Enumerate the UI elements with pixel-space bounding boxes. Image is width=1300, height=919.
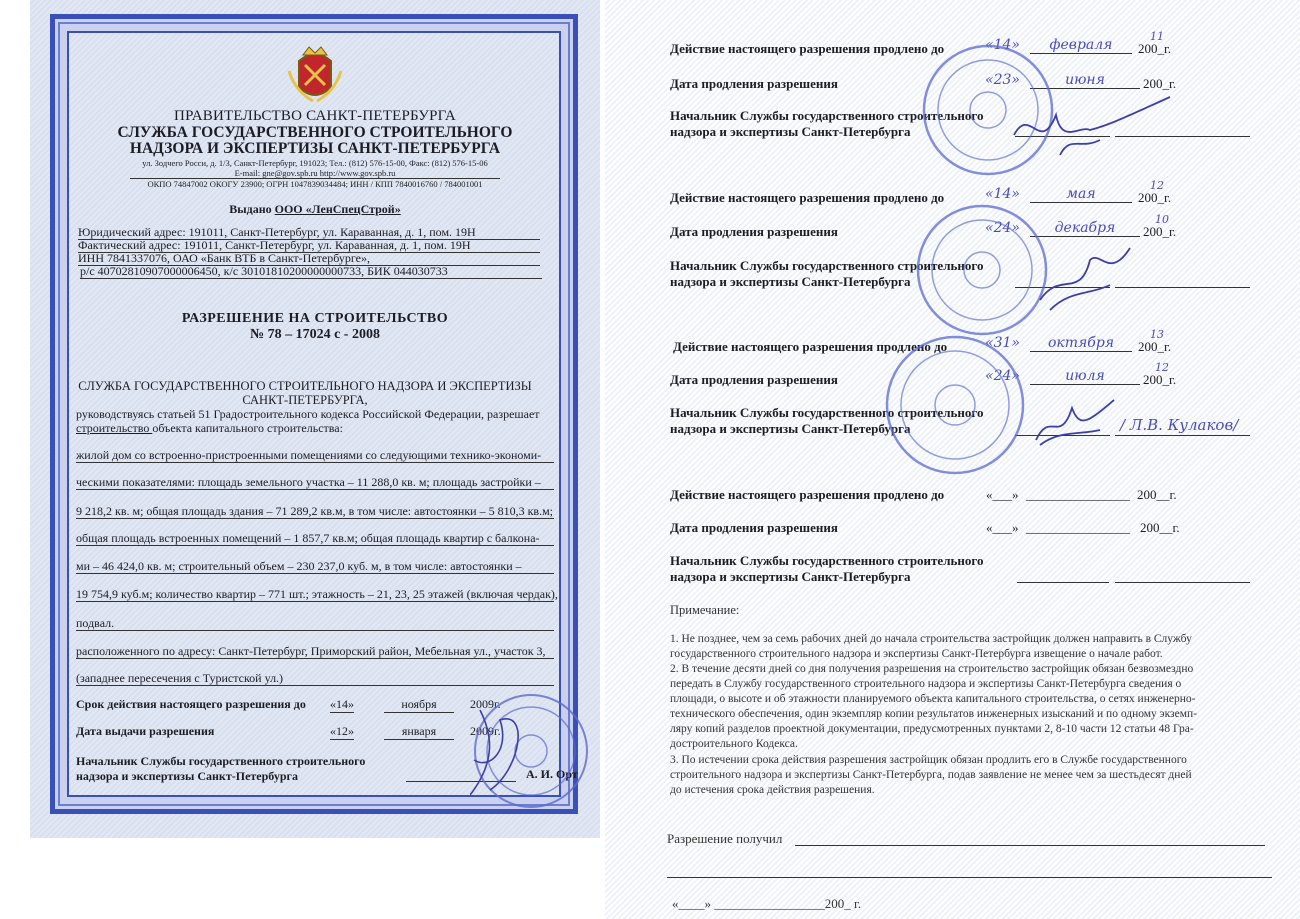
issue-date-label: Дата выдачи разрешения — [76, 724, 215, 738]
date-year-4: 200__г. — [1140, 520, 1180, 535]
date-year-3: 200_г. — [1143, 372, 1177, 387]
object-text: объекта капитального строительства: — [152, 421, 343, 435]
legal-address: Юридический адрес: 191011, Санкт-Петербург, ул. Караванная, д. 1, пом. 19Н — [78, 226, 540, 240]
issued-company: ООО «ЛенСпецСтрой» — [274, 202, 401, 216]
date-label-1: Дата продления разрешения — [670, 76, 838, 91]
signature-line-4a — [1017, 582, 1109, 583]
permit-number: № 78 – 17024 с - 2008 — [250, 327, 380, 342]
date-year-2: 200_г. — [1143, 224, 1177, 239]
date-year-1: 200_г. — [1143, 76, 1177, 91]
chief-line1-1: Начальник Службы государственного строительного — [670, 108, 984, 123]
extension-day-4: «___» — [986, 487, 1019, 502]
extension-label-3: Действие настоящего разрешения продлено до — [673, 339, 948, 354]
issuer-line2: САНКТ-ПЕТЕРБУРГА, — [242, 393, 368, 407]
seal-3-icon — [880, 330, 1030, 480]
received-date: «____» _________________200_ г. — [672, 896, 862, 911]
permit-front-page — [30, 0, 600, 838]
service-codes: ОКПО 74847002 ОКОГУ 23900; ОГРН 1047839034484; ИНН / КПП 7840016760 / 784001001 — [130, 178, 500, 189]
extension-month-3: октября — [1030, 335, 1132, 352]
note-line-9: 3. По истечении срока действия разрешения застройщик обязан продлить его в Службе государственного — [670, 754, 1187, 766]
date-month-2: декабря — [1030, 220, 1140, 237]
note-line-4: передать в Службу государственного строительного надзора и экспертизы Санкт-Петербурга сведения о — [670, 678, 1182, 690]
validity-month: ноября — [384, 697, 454, 713]
signature-2-icon — [1030, 240, 1140, 315]
official-seal-icon — [470, 690, 592, 812]
chief-line1-2: Начальник Службы государственного строительного — [670, 258, 984, 273]
extension-year-hand-2: 12 — [1150, 179, 1164, 192]
service-name-line1: СЛУЖБА ГОСУДАРСТВЕННОГО СТРОИТЕЛЬНОГО — [117, 124, 513, 141]
actual-address: Фактический адрес: 191011, Санкт-Петербург, ул. Караванная, д. 1, пом. 19Н — [78, 239, 540, 253]
service-contacts-2: E-mail: gne@gov.spb.ru http://www.gov.spb.ru — [234, 168, 396, 178]
bank-accounts: р/с 40702810907000006450, к/с 30101810200000000733, БИК 044030733 — [80, 265, 542, 279]
note-line-8: достроительного Кодекса. — [670, 738, 798, 750]
service-name-line2: НАДЗОРА И ЭКСПЕРТИЗЫ САНКТ-ПЕТЕРБУРГА — [129, 140, 501, 157]
object-description-4: общая площадь встроенных помещений – 1 857,7 кв.м; общая площадь квартир с балкона- — [76, 532, 554, 546]
chief-line2-3: надзора и экспертизы Санкт-Петербурга — [670, 421, 911, 436]
object-location-2: (западнее пересечения с Туристской ул.) — [76, 672, 554, 686]
permit-title: РАЗРЕШЕНИЕ НА СТРОИТЕЛЬСТВО — [181, 311, 449, 326]
object-description-1: жилой дом со встроенно-пристроенными помещениями со следующими технико-экономи- — [76, 449, 554, 463]
extension-month-2: мая — [1030, 186, 1132, 203]
date-day-4: «___» — [986, 520, 1019, 535]
date-label-3: Дата продления разрешения — [670, 372, 838, 387]
date-year-hand-2: 10 — [1155, 213, 1169, 226]
extension-label-1: Действие настоящего разрешения продлено до — [670, 41, 945, 56]
note-line-1: 1. Не позднее, чем за семь рабочих дней до начала строительства застройщик должен направить в Службу — [670, 633, 1192, 645]
chief-line2-4: надзора и экспертизы Санкт-Петербурга — [670, 569, 911, 584]
chief-name: А. И. Орт — [526, 767, 578, 781]
extension-label-4: Действие настоящего разрешения продлено до — [670, 487, 945, 502]
note-title: Примечание: — [670, 603, 740, 617]
object-description-6: 19 754,9 куб.м; количество квартир – 771 шт.; этажность – 21, 23, 25 этажей (включая чердак), — [76, 587, 558, 601]
note-line-3: 2. В течение десяти дней со дня получения разрешения на строительство застройщик обязан безвозмездно — [670, 663, 1194, 675]
government-name: ПРАВИТЕЛЬСТВО САНКТ-ПЕТЕРБУРГА — [174, 108, 456, 124]
signature-3-icon — [1030, 390, 1120, 450]
permission-object — [76, 421, 343, 436]
date-month-1: июня — [1030, 72, 1140, 89]
date-month-3: июля — [1030, 368, 1140, 385]
extension-day-2: «14» — [985, 186, 1020, 202]
date-label-2: Дата продления разрешения — [670, 224, 838, 239]
issued-to — [30, 202, 600, 217]
chief-line2-2: надзора и экспертизы Санкт-Петербурга — [670, 274, 911, 289]
object-location-1: расположенного по адресу: Санкт-Петербург, Приморский район, Мебельная ул., участок 3, — [76, 645, 554, 659]
note-line-6: технического обеспечения, один экземпляр копии результатов инженерных изысканий и по одному экземп- — [670, 708, 1197, 720]
date-month-4: ________________ — [1026, 520, 1130, 535]
issue-day: «12» — [330, 724, 354, 738]
coat-of-arms-icon — [285, 41, 345, 105]
validity-day: «14» — [330, 697, 354, 711]
note-line-11: до истечения срока действия разрешения. — [670, 784, 875, 796]
issuer-line1: СЛУЖБА ГОСУДАРСТВЕННОГО СТРОИТЕЛЬНОГО НАДЗОРА И ЭКСПЕРТИЗЫ — [78, 379, 532, 393]
validity-label: Срок действия настоящего разрешения до — [76, 697, 306, 711]
extension-year-1: 200_г. — [1138, 41, 1172, 56]
service-contacts-1: ул. Зодчего Росси, д. 1/3, Санкт-Петербург, 191023; Тел.: (812) 576-15-00, Факс: (812) 576-15-06 — [142, 158, 488, 168]
extension-year-4: 200__г. — [1137, 487, 1177, 502]
date-day-1: «23» — [985, 72, 1020, 88]
signer-name-3: / Л.В. Кулаков/ — [1120, 416, 1239, 434]
extension-label-2: Действие настоящего разрешения продлено до — [670, 190, 945, 205]
extension-year-hand-1: 11 — [1150, 30, 1164, 43]
chief-title-line1: Начальник Службы государственного строительного — [76, 754, 366, 768]
construction-word: строительство — [76, 421, 153, 435]
object-description-2: ческими показателями: площадь земельного участка – 11 288,0 кв. м; площадь застройки – — [76, 476, 554, 490]
validity-year: 2009г. — [470, 697, 501, 711]
signature-line-3b — [1115, 435, 1250, 436]
chief-title-4 — [670, 553, 983, 585]
chief-title — [76, 754, 365, 784]
extension-year-2: 200_г. — [1138, 190, 1172, 205]
object-description-3: 9 218,2 кв. м; общая площадь здания – 71 289,2 кв.м, в том числе: автостоянки – 5 810,3 кв.м; — [76, 504, 554, 518]
signature-line-4b — [1115, 582, 1250, 583]
inn-bank: ИНН 7841337076, ОАО «Банк ВТБ в Санкт-Петербурге», — [78, 252, 540, 266]
legal-basis: руководствуясь статьей 51 Градостроительного кодекса Российской Федерации, разрешает — [76, 407, 540, 421]
extension-month-1: февраля — [1030, 37, 1132, 54]
date-year-hand-3: 12 — [1155, 361, 1169, 374]
received-label: Разрешение получил — [667, 831, 783, 846]
note-line-10: строительного надзора и экспертизы Санкт-Петербурга, подав заявление не менее чем за шестьдесят дней — [670, 769, 1192, 781]
extension-month-4: ________________ — [1026, 487, 1130, 502]
extension-day-1: «14» — [985, 37, 1020, 53]
issued-label: Выдано — [229, 202, 272, 216]
note-line-7: ляру копий разделов проектной документации, предусмотренных пунктами 2, 8-10 части 12 статьи 48 Гра- — [670, 723, 1194, 735]
date-label-4: Дата продления разрешения — [670, 520, 838, 535]
received-line-2 — [667, 877, 1272, 878]
object-description-7: подвал. — [76, 617, 554, 631]
chief-line2-1: надзора и экспертизы Санкт-Петербурга — [670, 124, 911, 139]
extension-day-3: «31» — [985, 335, 1020, 351]
signature-1-icon — [1010, 95, 1180, 165]
issue-month: января — [384, 724, 454, 740]
object-description-5: ми – 46 424,0 кв. м; строительный объем – 230 237,0 куб. м, в том числе: автостоянки – — [76, 560, 554, 574]
issue-year: 2009г. — [470, 724, 501, 738]
received-line — [795, 845, 1265, 846]
extension-year-hand-3: 13 — [1150, 328, 1164, 341]
chief-line1-3: Начальник Службы государственного строительного — [670, 405, 984, 420]
date-day-3: «24» — [985, 368, 1020, 384]
chief-line1-4: Начальник Службы государственного строительного — [670, 553, 984, 568]
note-line-2: государственного строительного надзора и экспертизы Санкт-Петербурга извещение о начале работ. — [670, 648, 1163, 660]
extension-year-3: 200_г. — [1138, 339, 1172, 354]
date-day-2: «24» — [985, 220, 1020, 236]
note-line-5: площади, о высоте и об этажности планируемого объекта капитального строительства, о сетях инженерно- — [670, 693, 1196, 705]
chief-title-line2: надзора и экспертизы Санкт-Петербурга — [76, 769, 298, 783]
